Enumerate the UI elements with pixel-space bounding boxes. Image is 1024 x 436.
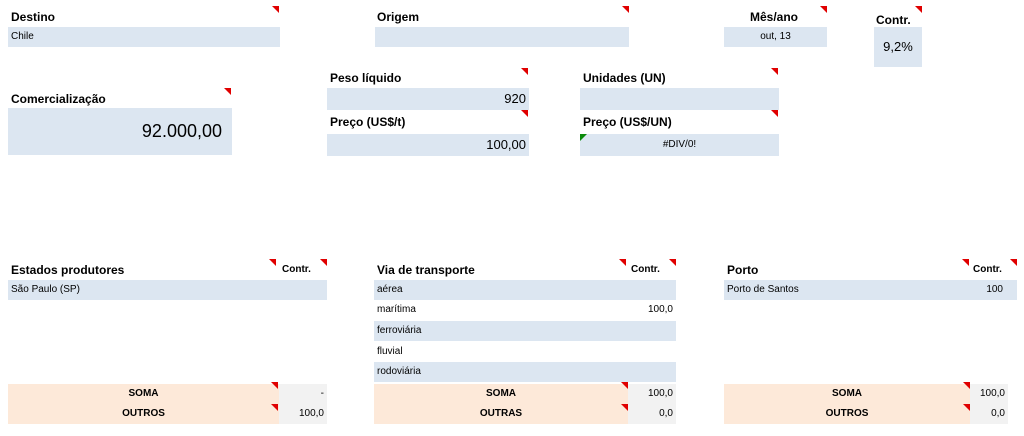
via-outras-label: OUTRAS (374, 404, 628, 424)
via-soma-label: SOMA (374, 384, 628, 404)
comercializacao-label: Comercialização (11, 92, 106, 106)
origem-field[interactable] (375, 27, 629, 47)
porto-soma-value[interactable]: 100,0 (970, 384, 1008, 404)
contr-field[interactable]: 9,2% (874, 27, 922, 67)
via-row-fluvial[interactable]: fluvial (377, 346, 403, 357)
via-outras-value[interactable]: 0,0 (628, 404, 676, 424)
destino-label: Destino (11, 10, 56, 24)
preco-t-label: Preço (US$/t) (330, 115, 406, 129)
porto-row[interactable]: Porto de Santos 100 (724, 280, 1017, 300)
comment-indicator[interactable] (962, 259, 969, 266)
peso-liquido-field[interactable]: 920 (327, 88, 529, 110)
via-row-maritima[interactable]: marítima 100,0 (377, 304, 673, 315)
estados-soma-label: SOMA (8, 384, 279, 404)
comment-indicator[interactable] (820, 6, 827, 13)
comment-indicator[interactable] (771, 110, 778, 117)
unidades-field[interactable] (580, 88, 779, 110)
porto-label: Porto (727, 263, 759, 277)
comment-indicator[interactable] (963, 382, 970, 389)
porto-outros-value[interactable]: 0,0 (970, 404, 1008, 424)
preco-un-label: Preço (US$/UN) (583, 115, 672, 129)
comment-indicator[interactable] (621, 404, 628, 411)
comment-indicator[interactable] (915, 6, 922, 13)
comment-indicator[interactable] (963, 404, 970, 411)
unidades-label: Unidades (UN) (583, 71, 666, 85)
via-soma-value[interactable]: 100,0 (628, 384, 676, 404)
estados-row[interactable]: São Paulo (SP) (8, 280, 327, 300)
contr-label: Contr. (876, 13, 911, 27)
comment-indicator[interactable] (521, 68, 528, 75)
comment-indicator[interactable] (224, 88, 231, 95)
mes-ano-field[interactable]: out, 13 (724, 27, 827, 47)
mes-ano-label: Mês/ano (750, 10, 799, 24)
estados-outros-label: OUTROS (8, 404, 279, 424)
error-indicator-icon[interactable] (580, 134, 587, 141)
comment-indicator[interactable] (320, 259, 327, 266)
comment-indicator[interactable] (622, 6, 629, 13)
comercializacao-field[interactable]: 92.000,00 (8, 108, 232, 155)
via-row-aerea[interactable]: aérea (374, 280, 676, 300)
comment-indicator[interactable] (271, 382, 278, 389)
porto-contr-label: Contr. (973, 264, 1002, 275)
comment-indicator[interactable] (1010, 259, 1017, 266)
via-row-ferroviaria[interactable]: ferroviária (374, 321, 676, 341)
comment-indicator[interactable] (521, 110, 528, 117)
via-contr-label: Contr. (631, 264, 660, 275)
comment-indicator[interactable] (621, 382, 628, 389)
estados-outros-value[interactable]: 100,0 (279, 404, 327, 424)
peso-liquido-label: Peso líquido (330, 71, 402, 85)
comment-indicator[interactable] (269, 259, 276, 266)
via-label: Via de transporte (377, 263, 475, 277)
comment-indicator[interactable] (271, 404, 278, 411)
porto-soma-label: SOMA (724, 384, 970, 404)
preco-t-field[interactable]: 100,00 (327, 134, 529, 156)
estados-soma-value[interactable]: - (279, 384, 327, 404)
comment-indicator[interactable] (669, 259, 676, 266)
preco-un-field[interactable]: #DIV/0! (580, 134, 779, 156)
comment-indicator[interactable] (272, 6, 279, 13)
origem-label: Origem (377, 10, 420, 24)
via-row-rodoviaria[interactable]: rodoviária (374, 362, 676, 382)
destino-field[interactable]: Chile (8, 27, 280, 47)
estados-contr-label: Contr. (282, 264, 311, 275)
comment-indicator[interactable] (619, 259, 626, 266)
porto-outros-label: OUTROS (724, 404, 970, 424)
estados-label: Estados produtores (11, 263, 125, 277)
comment-indicator[interactable] (771, 68, 778, 75)
